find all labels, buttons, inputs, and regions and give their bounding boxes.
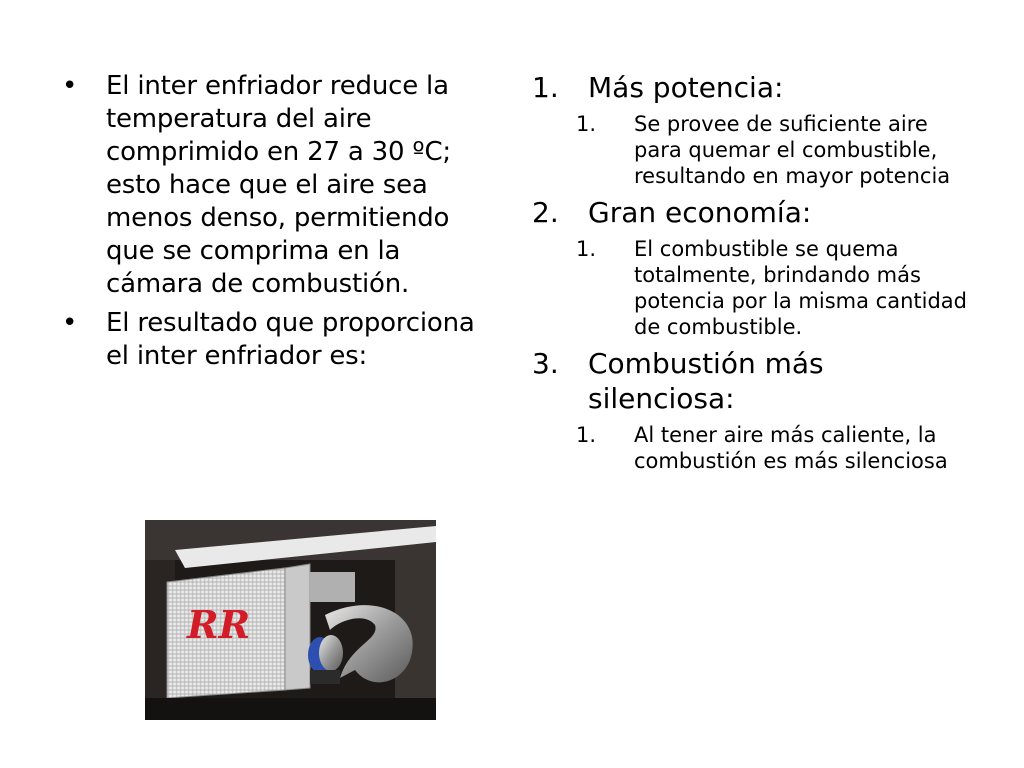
bullet-text: El inter enfriador reduce la temperatura del aire comprimido en 27 a 30 ºC; esto hace que el aire sea menos denso, permitiendo que se comprima en la cámara de combustión. xyxy=(106,71,451,299)
list-title: Combustión más silenciosa: xyxy=(588,347,824,415)
list-number: 1. xyxy=(532,71,559,104)
bullet-item xyxy=(62,70,482,301)
list-number: 2. xyxy=(532,196,559,229)
list-item xyxy=(532,70,972,189)
bullet-text: El resultado que proporciona el inter enfriador es: xyxy=(106,308,475,371)
list-title: Más potencia: xyxy=(588,71,784,104)
sub-list-number: 1. xyxy=(576,112,597,136)
intercooler-photo xyxy=(145,520,436,720)
sub-list-item xyxy=(576,422,972,474)
list-item xyxy=(532,195,972,340)
sub-list-text: Al tener aire más caliente, la combustión es más silenciosa xyxy=(634,423,948,473)
bullet-item xyxy=(62,307,482,373)
sub-list-text: El combustible se quema totalmente, brindando más potencia por la misma cantidad de combustible. xyxy=(634,237,967,339)
sub-list-item xyxy=(576,111,972,189)
sub-list-number: 1. xyxy=(576,423,597,447)
right-column xyxy=(532,70,972,480)
bullet-marker: • xyxy=(62,308,78,338)
bullet-marker: • xyxy=(62,71,78,101)
list-number: 3. xyxy=(532,347,559,380)
list-title: Gran economía: xyxy=(588,196,812,229)
sub-list-item xyxy=(576,236,972,340)
left-column xyxy=(62,70,482,379)
list-item xyxy=(532,346,972,474)
sub-list-number: 1. xyxy=(576,237,597,261)
sub-list-text: Se provee de suficiente aire para quemar el combustible, resultando en mayor potencia xyxy=(634,112,951,188)
photo-logo-text: RR xyxy=(187,602,251,647)
